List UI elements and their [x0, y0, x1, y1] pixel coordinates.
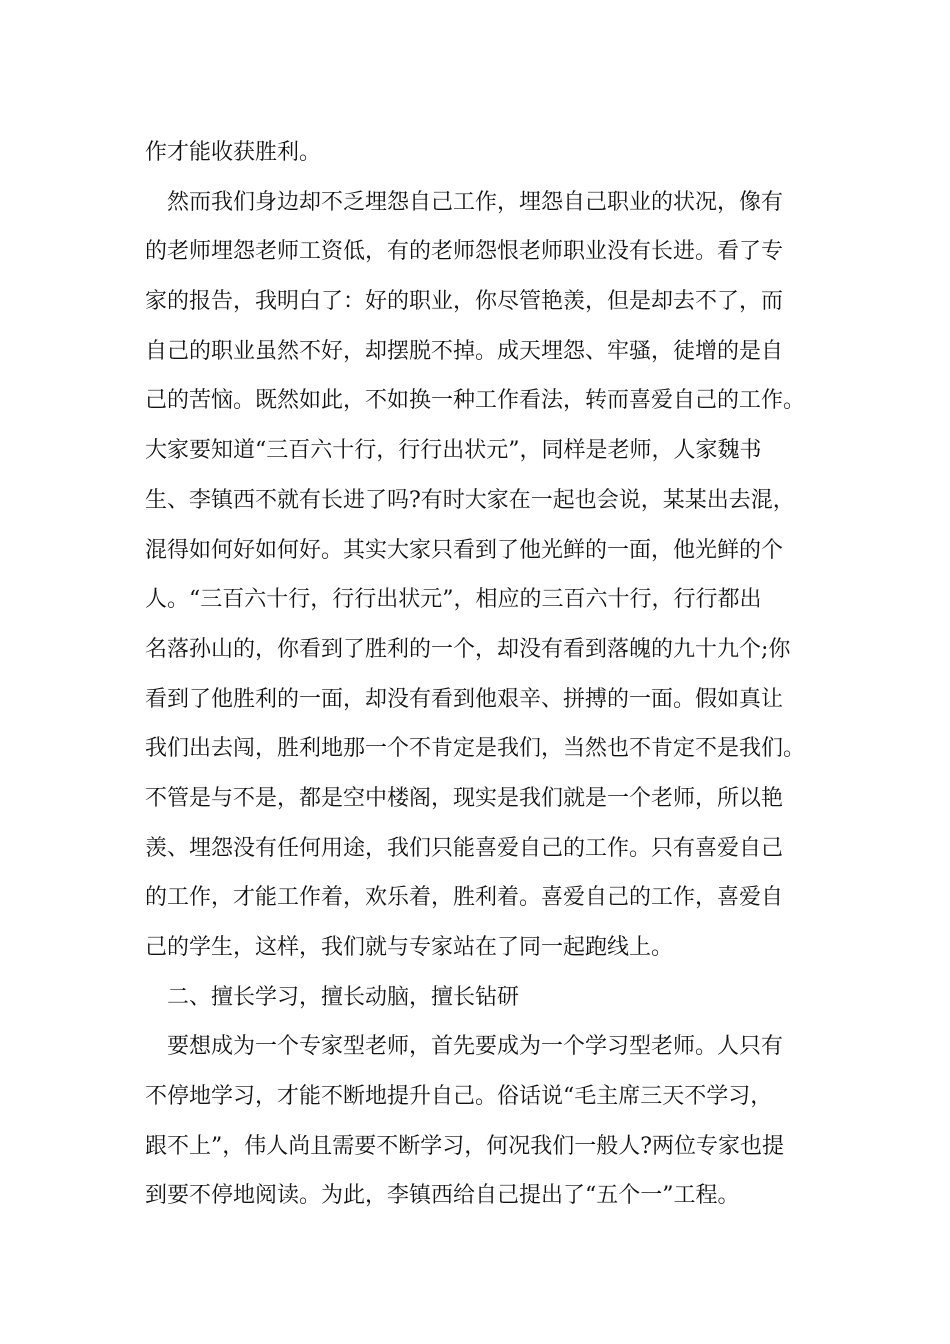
- text-line: 跟不上”，伟人尚且需要不断学习，何况我们一般人?两位专家也提: [145, 1133, 785, 1159]
- text-line: 二、擅长学习，擅长动脑，擅长钻研: [167, 984, 520, 1010]
- text-line: 名落孙山的，你看到了胜利的一个，却没有看到落魄的九十九个;你: [145, 636, 791, 662]
- text-line: 人。“三百六十行，行行出状元”，相应的三百六十行，行行都出: [145, 587, 762, 613]
- text-line: 要想成为一个专家型老师，首先要成为一个学习型老师。人只有: [167, 1034, 784, 1060]
- text-line: 生、李镇西不就有长进了吗?有时大家在一起也会说，某某出去混，: [145, 487, 795, 513]
- text-line: 大家要知道“三百六十行，行行出状元”，同样是老师，人家魏书: [145, 438, 762, 464]
- document-body: [145, 128, 817, 1221]
- text-line: 然而我们身边却不乏埋怨自己工作，埋怨自己职业的状况，像有: [167, 189, 784, 215]
- text-line: 到要不停地阅读。为此，李镇西给自己提出了“五个一”工程。: [145, 1183, 740, 1209]
- text-line: 不管是与不是，都是空中楼阁，现实是我们就是一个老师，所以艳: [145, 785, 784, 811]
- text-line: 家的报告，我明白了：好的职业，你尽管艳羡，但是却去不了，而: [145, 289, 784, 315]
- text-line: 看到了他胜利的一面，却没有看到他艰辛、拼搏的一面。假如真让: [145, 686, 784, 712]
- text-line: 我们出去闯，胜利地那一个不肯定是我们，当然也不肯定不是我们。: [145, 736, 806, 762]
- text-line: 羡、埋怨没有任何用途，我们只能喜爱自己的工作。只有喜爱自己: [145, 835, 784, 861]
- text-line: 的老师埋怨老师工资低，有的老师怨恨老师职业没有长进。看了专: [145, 239, 784, 265]
- text-line: 不停地学习，才能不断地提升自己。俗话说“毛主席三天不学习，: [145, 1084, 773, 1110]
- text-line: 己的苦恼。既然如此，不如换一种工作看法，转而喜爱自己的工作。: [145, 388, 806, 414]
- text-line: 的工作，才能工作着，欢乐着，胜利着。喜爱自己的工作，喜爱自: [145, 885, 784, 911]
- text-line: 己的学生，这样，我们就与专家站在了同一起跑线上。: [145, 935, 674, 960]
- text-line: 作才能收获胜利。: [145, 140, 322, 165]
- text-line: 自己的职业虽然不好，却摆脱不掉。成天埋怨、牢骚，徒增的是自: [145, 338, 784, 364]
- text-line: 混得如何好如何好。其实大家只看到了他光鲜的一面，他光鲜的个: [145, 537, 784, 563]
